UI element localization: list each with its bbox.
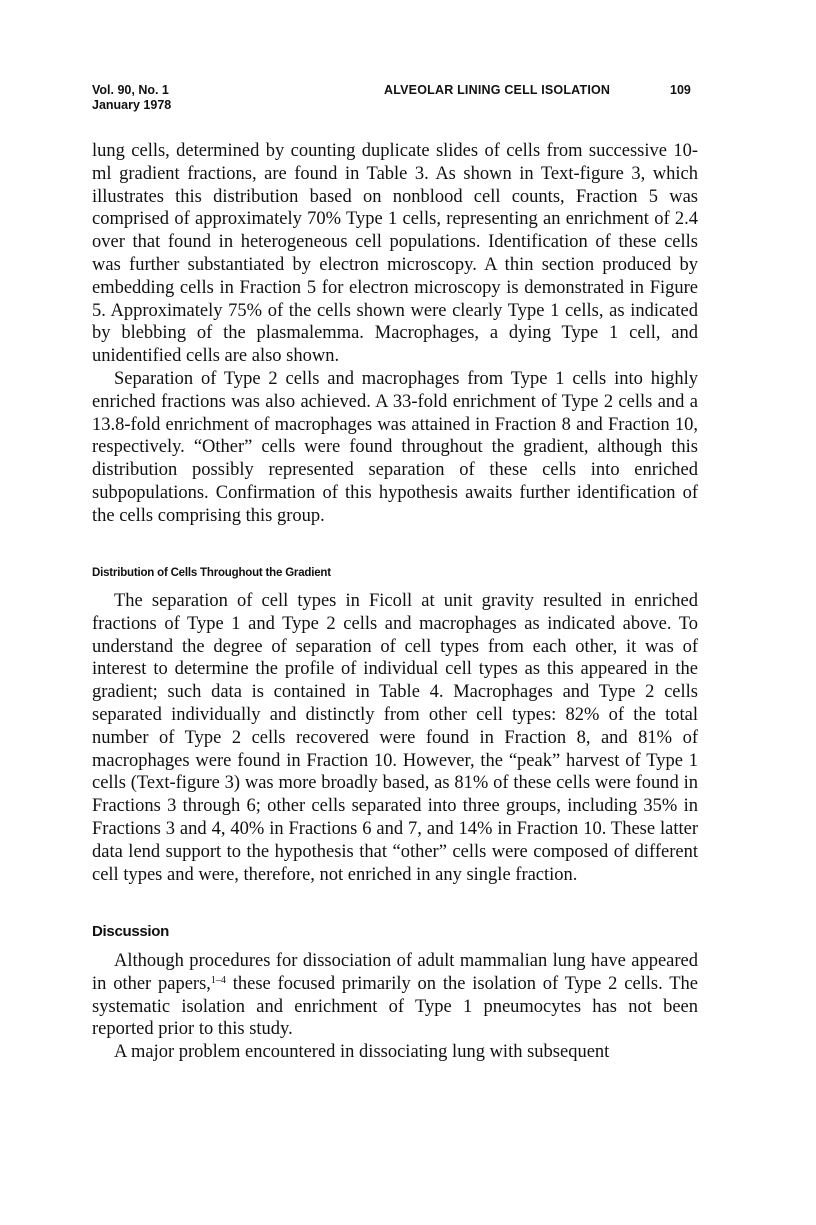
paragraph-continued: lung cells, determined by counting duplicate slides of cells from successive 10-ml gradient fractions, are found in Table 3. As shown in Text-figure 3, which illustrates this distribution based on nonblood cell counts, Fraction 5 was comprised of approximately 70% Type 1 cells, representing an enrichment of 2.4 over that found in heterogeneous cell populations. Identification of these cells was further substantiated by electron microscopy. A thin section produced by embedding cells in Fraction 5 for electron microscopy is demonstrated in Figure 5. Approximately 75% of the cells shown were clearly Type 1 cells, as indicated by blebbing of the plasmalemma. Macrophages, a dying Type 1 cell, and unidentified cells are also shown. (92, 141, 698, 367)
section-heading-discussion: Discussion (92, 923, 170, 940)
running-title: ALVEOLAR LINING CELL ISOLATION (384, 83, 611, 97)
paragraph-discussion-1 (92, 950, 698, 1041)
paragraph-distribution: The separation of cell types in Ficoll at unit gravity resulted in enriched fractions of Type 1 and Type 2 cells and macrophages as indicated above. To understand the degree of separation of cell types from each other, it was of interest to determine the profile of individual cell types as this appeared in the gradient; such data is contained in Table 4. Macrophages and Type 2 cells separated individually and distinctly from other cell types: 82% of the total number of Type 2 cells recovered were found in Fraction 8, and 81% of macrophages were found in Fraction 10. However, the “peak” harvest of Type 1 cells (Text-figure 3) was more broadly based, as 81% of these cells were found in Fractions 3 through 6; other cells separated into three groups, including 35% in Fractions 3 and 4, 40% in Fractions 6 and 7, and 14% in Fraction 10. These latter data lend support to the hypothesis that “other” cells were composed of different cell types and were, therefore, not enriched in any single fraction. (92, 591, 698, 885)
page-number: 109 (670, 83, 691, 97)
section-subheading: Distribution of Cells Throughout the Gradient (92, 567, 331, 579)
paragraph-text: these focused primarily on the isolation of Type 2 cells. The systematic isolation and enrichment of Type 1 pneumocytes has not been reported prior to this study. (92, 973, 698, 1040)
paragraph-text: Although procedures for dissociation of adult mammalian lung have appeared in other papers, (92, 951, 698, 994)
body-section-distribution (92, 590, 698, 886)
publication-date: January 1978 (92, 98, 172, 112)
reference-citation: 1–4 (210, 974, 226, 986)
paragraph-discussion-2: A major problem encountered in dissociating lung with subsequent (114, 1042, 610, 1063)
body-section-results (92, 140, 698, 528)
body-section-discussion (92, 950, 698, 1064)
running-header-left (92, 83, 171, 113)
paragraph-separation: Separation of Type 2 cells and macrophages from Type 1 cells into highly enriched fractions was also achieved. A 33-fold enrichment of Type 2 cells and a 13.8-fold enrichment of macrophages was attained in Fraction 8 and Fraction 10, respectively. “Other” cells were found throughout the gradient, although this distribution possibly represented separation of these cells into enriched subpopulations. Confirmation of this hypothesis awaits further identification of the cells comprising this group. (92, 368, 698, 526)
volume-issue: Vol. 90, No. 1 (92, 83, 169, 97)
